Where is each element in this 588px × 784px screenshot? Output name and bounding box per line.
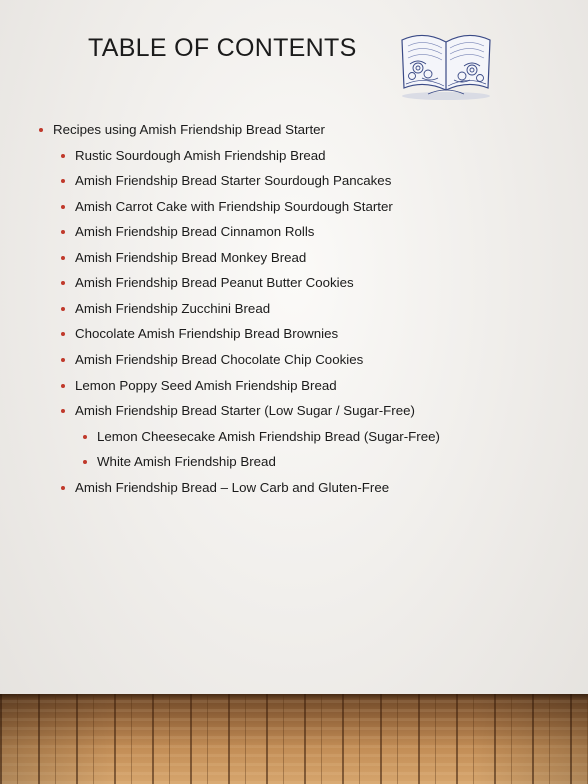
bullet (61, 179, 65, 183)
bullet (83, 435, 87, 439)
bullet (61, 307, 65, 311)
open-book-with-flowers-icon (398, 24, 494, 104)
bullet (61, 332, 65, 336)
bullet (61, 281, 65, 285)
bullet (39, 128, 43, 132)
wood-floor (0, 694, 588, 784)
toc-item: Amish Friendship Bread Peanut Butter Cookies (75, 275, 354, 290)
toc-item: Amish Friendship Zucchini Bread (75, 301, 271, 316)
toc-item: Lemon Poppy Seed Amish Friendship Bread (75, 378, 337, 393)
bullet (61, 230, 65, 234)
bullet (61, 384, 65, 388)
toc-item: Rustic Sourdough Amish Friendship Bread (75, 148, 326, 163)
toc-item: Amish Friendship Bread Starter Sourdough Pancakes (75, 173, 392, 188)
toc-item: Amish Friendship Bread – Low Carb and Gluten-Free (75, 480, 390, 495)
toc-item: Amish Friendship Bread Cinnamon Rolls (75, 224, 315, 239)
toc-item: Chocolate Amish Friendship Bread Brownies (75, 326, 339, 341)
toc-item: Amish Friendship Bread Chocolate Chip Cookies (75, 352, 364, 367)
toc-item: Amish Friendship Bread Starter (Low Sugar / Sugar-Free) (75, 403, 415, 418)
bullet (61, 358, 65, 362)
toc-item: Amish Friendship Bread Monkey Bread (75, 250, 307, 265)
bullet (61, 154, 65, 158)
bullet (61, 409, 65, 413)
page-title: TABLE OF CONTENTS (88, 34, 357, 62)
toc-subitem: White Amish Friendship Bread (97, 454, 276, 469)
bullet (61, 256, 65, 260)
toc-level1-item: Recipes using Amish Friendship Bread Starter (53, 122, 325, 137)
bullet (61, 486, 65, 490)
toc-subitem: Lemon Cheesecake Amish Friendship Bread (Sugar-Free) (97, 429, 440, 444)
bullet (61, 205, 65, 209)
toc-item: Amish Carrot Cake with Friendship Sourdough Starter (75, 199, 393, 214)
bullet (83, 460, 87, 464)
